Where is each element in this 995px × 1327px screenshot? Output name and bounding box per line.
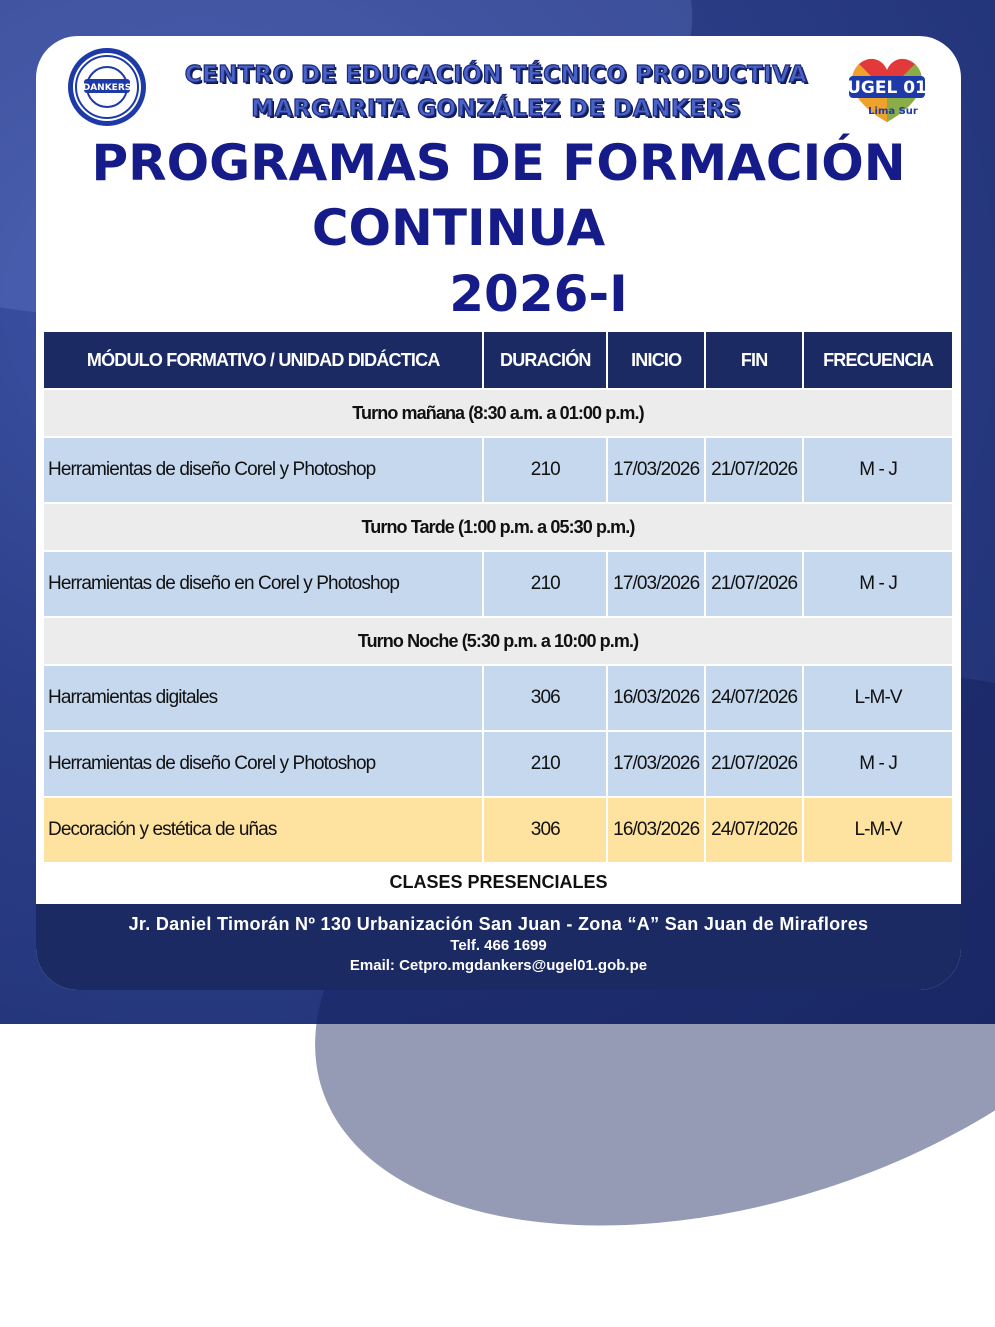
header-start: INICIO bbox=[607, 331, 705, 389]
page-title-year: 2026-I bbox=[449, 265, 628, 323]
cell-start: 17/03/2026 bbox=[607, 551, 705, 617]
dankers-logo bbox=[66, 46, 148, 128]
cell-module: Harramientas digitales bbox=[43, 665, 483, 731]
cell-duration: 306 bbox=[483, 797, 607, 863]
cell-end: 24/07/2026 bbox=[705, 665, 803, 731]
cell-frequency: M - J bbox=[803, 731, 953, 797]
cell-module: Decoración y estética de uñas bbox=[43, 797, 483, 863]
table-row-highlighted bbox=[43, 797, 953, 863]
page-title-line2: CONTINUA bbox=[311, 199, 606, 257]
header-duration: DURACIÓN bbox=[483, 331, 607, 389]
shift-label: Turno Noche (5:30 p.m. a 10:00 p.m.) bbox=[43, 617, 953, 665]
cell-module: Herramientas de diseño en Corel y Photoshop bbox=[43, 551, 483, 617]
cell-frequency: M - J bbox=[803, 437, 953, 503]
header-module: MÓDULO FORMATIVO / UNIDAD DIDÁCTICA bbox=[43, 331, 483, 389]
institution-name-line2: MARGARITA GONZÁLEZ DE DANKERS bbox=[251, 96, 741, 122]
institution-name-line1: CENTRO DE EDUCACIÓN TÉCNICO PRODUCTIVA bbox=[184, 62, 808, 88]
cell-end: 24/07/2026 bbox=[705, 797, 803, 863]
shift-label: Turno Tarde (1:00 p.m. a 05:30 p.m.) bbox=[43, 503, 953, 551]
cell-frequency: L-M-V bbox=[803, 797, 953, 863]
ugel-logo bbox=[841, 42, 933, 128]
svg-text:UGEL 01: UGEL 01 bbox=[847, 78, 927, 98]
shift-row-afternoon bbox=[43, 503, 953, 551]
cell-start: 17/03/2026 bbox=[607, 731, 705, 797]
poster-card bbox=[36, 36, 961, 990]
shift-row-night bbox=[43, 617, 953, 665]
svg-text:Lima Sur: Lima Sur bbox=[868, 106, 918, 117]
table-row bbox=[43, 665, 953, 731]
svg-text:DANKERS: DANKERS bbox=[82, 83, 132, 93]
cell-frequency: L-M-V bbox=[803, 665, 953, 731]
footer-phone: Telf. 466 1699 bbox=[450, 937, 547, 954]
table-row bbox=[43, 731, 953, 797]
cell-end: 21/07/2026 bbox=[705, 731, 803, 797]
cell-duration: 306 bbox=[483, 665, 607, 731]
cell-duration: 210 bbox=[483, 437, 607, 503]
programs-table bbox=[42, 330, 954, 864]
shift-row-morning bbox=[43, 389, 953, 437]
shift-label: Turno mañana (8:30 a.m. a 01:00 p.m.) bbox=[43, 389, 953, 437]
header-frequency: FRECUENCIA bbox=[803, 331, 953, 389]
table-header-row bbox=[43, 331, 953, 389]
cell-duration: 210 bbox=[483, 731, 607, 797]
page-title-line1: PROGRAMAS DE FORMACIÓN bbox=[91, 134, 906, 192]
cell-module: Herramientas de diseño Corel y Photoshop bbox=[43, 437, 483, 503]
cell-frequency: M - J bbox=[803, 551, 953, 617]
cell-end: 21/07/2026 bbox=[705, 437, 803, 503]
footer-email: Email: Cetpro.mgdankers@ugel01.gob.pe bbox=[349, 957, 648, 974]
header-end: FIN bbox=[705, 331, 803, 389]
footer-contact bbox=[36, 904, 961, 990]
table-row bbox=[43, 437, 953, 503]
cell-start: 17/03/2026 bbox=[607, 437, 705, 503]
table-row bbox=[43, 551, 953, 617]
footer-address: Jr. Daniel Timorán Nº 130 Urbanización San Juan - Zona “A” San Juan de Miraflores bbox=[128, 914, 869, 934]
cell-start: 16/03/2026 bbox=[607, 665, 705, 731]
cell-start: 16/03/2026 bbox=[607, 797, 705, 863]
cell-duration: 210 bbox=[483, 551, 607, 617]
modality-label: CLASES PRESENCIALES bbox=[389, 872, 608, 892]
cell-end: 21/07/2026 bbox=[705, 551, 803, 617]
cell-module: Herramientas de diseño Corel y Photoshop bbox=[43, 731, 483, 797]
